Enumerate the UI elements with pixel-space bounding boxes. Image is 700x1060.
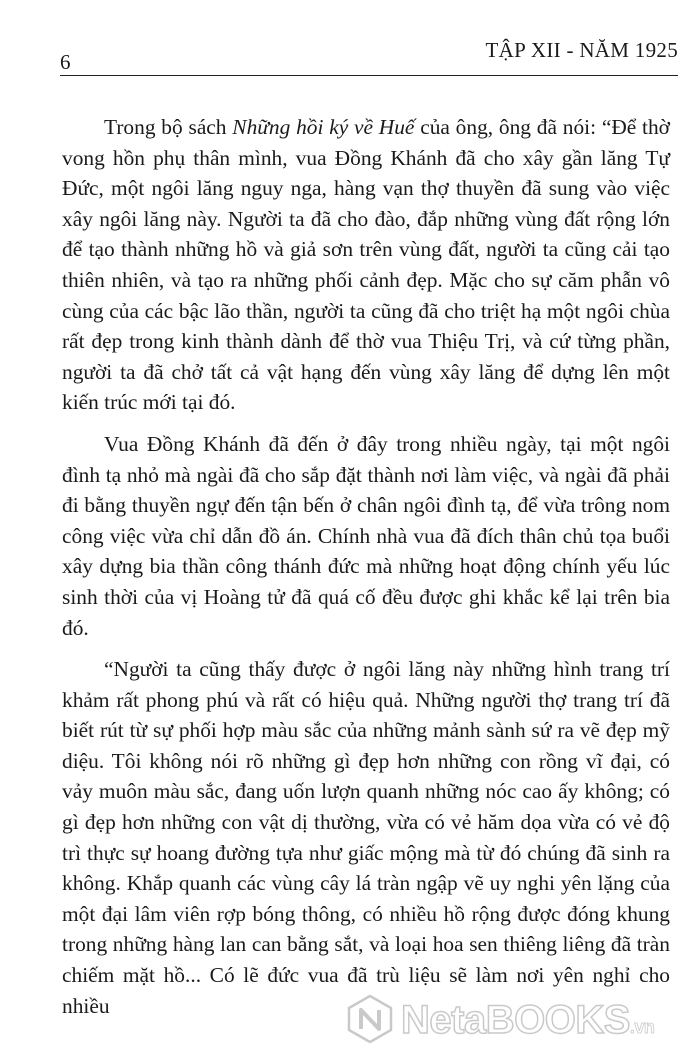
netabooks-n-logo-icon	[345, 994, 395, 1044]
page-number: 6	[60, 50, 71, 74]
page-header	[60, 38, 678, 78]
page-body	[62, 112, 670, 1032]
watermark-brand: NetaBOOKS	[401, 998, 630, 1042]
running-title: TẬP XII - NĂM 1925	[485, 38, 678, 62]
header-divider	[60, 75, 678, 76]
paragraph-1-prefix: Trong bộ sách	[104, 115, 233, 139]
paragraph-1-text: của ông, ông đã nói: “Để thờ vong hồn phụ thân mình, vua Đồng Khánh đã cho xây gần lăng Tự Đức, một ngôi lăng nguy nga, hàng vạn thợ thuyền đã sung vào việc xây ngôi lăng này. Người ta đã cho đào, đắp những vùng đất rộng lớn để tạo thành những hồ và giả sơn trên vùng đất, người ta cũng cải tạo thiên nhiên, và tạo ra những phối cảnh đẹp. Mặc cho sự căm phẫn vô cùng của các bậc lão thần, người ta cũng đã cho triệt hạ một ngôi chùa rất đẹp trong kinh thành dành để thờ vua Thiệu Trị, và cứ từng phần, người ta đã chở tất cả vật hạng đến vùng xây lăng để dựng lên một kiến trúc mới tại đó.	[62, 115, 670, 415]
paragraph-2: Vua Đồng Khánh đã đến ở đây trong nhiều ngày, tại một ngôi đình tạ nhỏ mà ngài đã cho sắp đặt thành nơi làm việc, và ngài đã phải đi bằng thuyền ngự đến tận bến ở chân ngôi đình tạ, để vừa trông nom công việc vừa chỉ dẫn đồ án. Chính nhà vua đã đích thân chủ tọa buổi xây dựng bia thần công thánh đức mà những hoạt động chính yếu lúc sinh thời của vị Hoàng tử đã quá cố đều được ghi khắc kể lại trên bia đó.	[62, 431, 670, 640]
netabooks-watermark	[345, 992, 685, 1052]
watermark-suffix: .vn	[629, 1017, 655, 1037]
paragraph-1	[62, 112, 670, 418]
paragraph-3: “Người ta cũng thấy được ở ngôi lăng này những hình trang trí khảm rất phong phú và rất có hiệu quả. Những người thợ trang trí đã biết rút từ sự phối hợp màu sắc của những mảnh sành sứ ra vẽ đẹp mỹ diệu. Tôi không nói rõ những gì đẹp hơn những con rồng vĩ đại, có vảy muôn màu sắc, đang uốn lượn quanh những nóc cao ấy không; có gì đẹp hơn những con vật dị thường, vừa có vẻ hăm dọa vừa có vẻ độ trì thực sự hoang đường tựa như giấc mộng mà từ đó chúng đã sinh ra không. Khắp quanh các vùng cây lá tràn ngập vẽ uy nghi yên lặng của một đại lâm viên rợp bóng thông, có nhiều hồ rộng được đóng khung trong những hàng lan can bằng sắt, và loại hoa sen thiêng liêng đã tràn chiếm mặt hồ... Có lẽ đức vua đã trù liệu sẽ làm nơi yên nghỉ cho nhiều	[62, 657, 670, 1018]
book-title-italic: Những hồi ký về Huế	[232, 115, 415, 139]
watermark-text	[401, 998, 654, 1043]
